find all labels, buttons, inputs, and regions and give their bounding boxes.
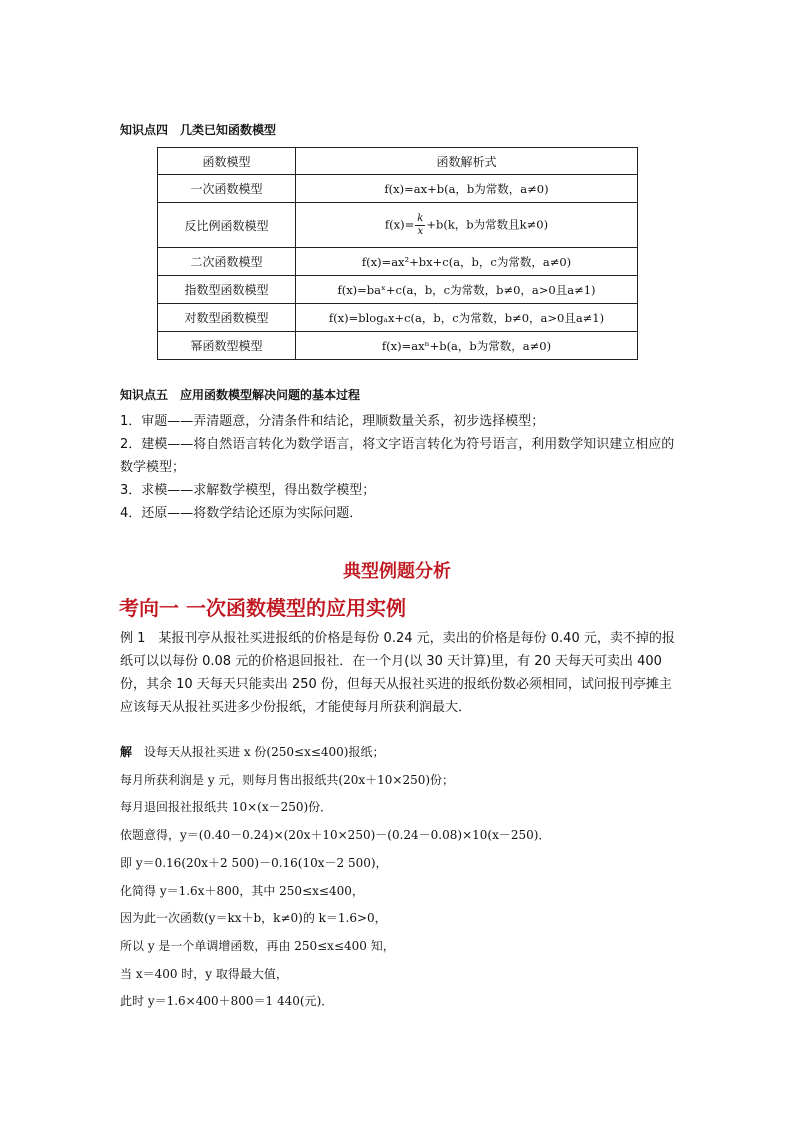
knowledge-point-5-heading: 知识点五 应用函数模型解决问题的基本过程: [120, 388, 361, 402]
fraction-denominator: x: [417, 225, 424, 237]
example-label: 例 1: [120, 631, 146, 646]
model-name: 反比例函数模型: [158, 203, 296, 248]
header-model: 函数模型: [158, 148, 296, 175]
step-item: 4．还原——将数学结论还原为实际问题．: [120, 506, 363, 521]
solution-line: 因为此一次函数(y＝kx＋b，k≠0)的 k＝1.6>0，: [120, 911, 387, 926]
formula-suffix: +b(k，b为常数且k≠0): [426, 217, 549, 231]
model-name: 对数型函数模型: [158, 304, 296, 332]
solution-line: 化简得 y＝1.6x＋800，其中 250≤x≤400，: [120, 883, 364, 898]
fraction-numerator: k: [417, 212, 424, 224]
example-problem: [120, 627, 676, 719]
model-formula: f(x)=ax+b(a，b为常数，a≠0): [296, 175, 638, 203]
model-name: 二次函数模型: [158, 248, 296, 276]
step-item: 2．建模——将自然语言转化为数学语言，将文字语言转化为符号语言，利用数学知识建立相应的数学模型；: [120, 437, 675, 475]
solution-label: 解: [120, 745, 133, 759]
table-row: [158, 248, 638, 276]
process-steps: [120, 410, 680, 525]
model-formula: f(x)=ax²+bx+c(a，b，c为常数，a≠0): [296, 248, 638, 276]
solution-line: [120, 739, 680, 767]
section-title: 典型例题分析: [343, 561, 451, 582]
solution-line: 此时 y＝1.6×400＋800＝1 440(元)．: [120, 994, 334, 1009]
table-header-row: [158, 148, 638, 175]
direction-title: 考向一 一次函数模型的应用实例: [119, 596, 406, 620]
example-text: [120, 627, 676, 719]
table-row: [158, 276, 638, 304]
model-name: 指数型函数模型: [158, 276, 296, 304]
example-body: 某报刊亭从报社买进报纸的价格是每份 0.24 元，卖出的价格是每份 0.40 元，卖不掉的报纸可以以每份 0.08 元的价格退回报社．在一个月(以 30 天计算)里，有 20 天每天可卖出 400 份，其余 10 天每天只能卖出 250 份，但每天从报社买进的报纸份数必须相同，试问报刊亭摊主应该每天从报社买进多少份报纸，才能使每月所获利润最大．: [120, 631, 675, 715]
model-name: 幂函数型模型: [158, 332, 296, 360]
solution-line: 即 y＝0.16(20x＋2 500)－0.16(10x－2 500)，: [120, 855, 388, 870]
step-item: 3．求模——求解数学模型，得出数学模型；: [120, 483, 376, 498]
solution-line: 所以 y 是一个单调增函数，再由 250≤x≤400 知，: [120, 938, 395, 953]
model-formula: f(x)=axⁿ+b(a，b为常数，a≠0): [296, 332, 638, 360]
model-name: 一次函数模型: [158, 175, 296, 203]
solution-block: [120, 739, 680, 1016]
fraction: [415, 213, 425, 238]
formula-prefix: f(x)=: [384, 217, 415, 231]
table-row: [158, 304, 638, 332]
solution-line-text: 设每天从报社买进 x 份(250≤x≤400)报纸；: [144, 745, 385, 759]
step-item: 1．审题——弄清题意，分清条件和结论，理顺数量关系，初步选择模型；: [120, 414, 545, 429]
header-formula: 函数解析式: [296, 148, 638, 175]
solution-line: 每月所获利润是 y 元，则每月售出报纸共(20x＋10×250)份；: [120, 772, 455, 787]
table-row: [158, 332, 638, 360]
table-row: [158, 175, 638, 203]
table-row: [158, 203, 638, 248]
model-formula: [296, 203, 638, 248]
solution-line: 每月退回报社报纸共 10×(x－250)份．: [120, 800, 333, 815]
solution-line: 当 x＝400 时，y 取得最大值，: [120, 966, 288, 981]
model-formula: f(x)=blogₐx+c(a，b，c为常数，b≠0，a>0且a≠1): [296, 304, 638, 332]
knowledge-point-4-heading: 知识点四 几类已知函数模型: [120, 123, 277, 137]
solution-line: 依题意得，y＝(0.40－0.24)×(20x＋10×250)－(0.24－0.08)×10(x－250)．: [120, 828, 551, 843]
model-formula: f(x)=baˣ+c(a，b，c为常数，b≠0，a>0且a≠1): [296, 276, 638, 304]
function-models-table: [157, 147, 638, 360]
